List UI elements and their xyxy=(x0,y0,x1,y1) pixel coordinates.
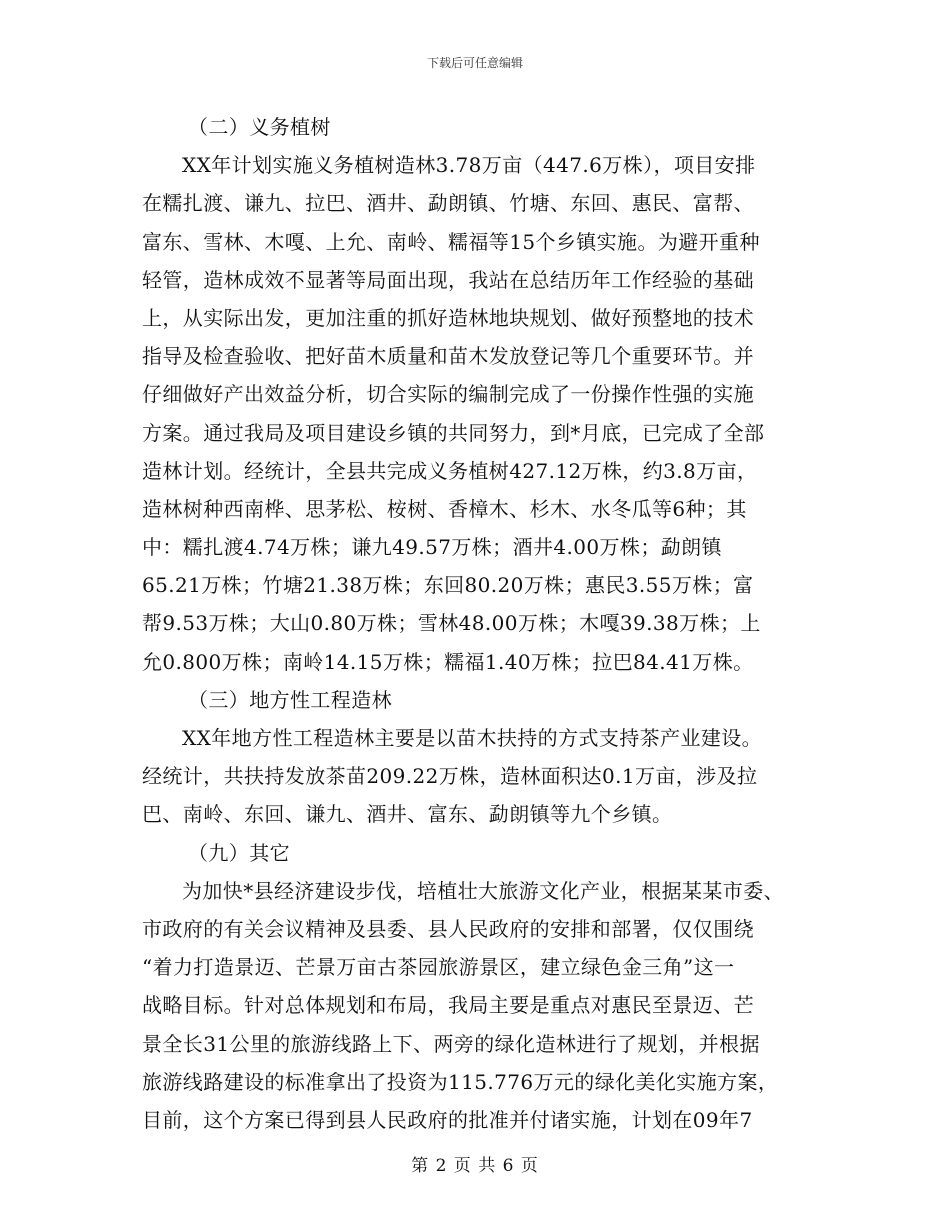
page-header: 下载后可任意编辑 xyxy=(426,56,523,70)
paragraph-line: 方案。通过我局及项目建设乡镇的共同努力，到*月底，已完成了全部 xyxy=(142,420,765,445)
paragraph-line: 富东、雪林、木嘎、上允、南岭、糯福等15个乡镇实施。为避开重种 xyxy=(142,229,760,254)
paragraph-line: 65.21万株；竹塘21.38万株；东回80.20万株；惠民3.55万株；富 xyxy=(142,573,754,598)
paragraph-line: 景全长31公里的旅游线路上下、两旁的绿化造林进行了规划，并根据 xyxy=(142,1031,760,1056)
paragraph-line: 允0.800万株；南岭14.15万株；糯福1.40万株；拉巴84.41万株。 xyxy=(142,649,754,674)
section-heading-2: （二）义务植树 xyxy=(188,115,331,139)
paragraph-line: 仔细做好产出效益分析，切合实际的编制完成了一份操作性强的实施 xyxy=(142,382,754,407)
paragraph-line: 经统计，共扶持发放茶苗209.22万株，造林面积达0.1万亩，涉及拉 xyxy=(142,764,758,789)
paragraph-line: 上，从实际出发，更加注重的抓好造林地块规划、做好预整地的技术 xyxy=(142,305,754,330)
paragraph-line: 造林树种西南桦、思茅松、桉树、香樟木、杉木、水冬瓜等6种；其 xyxy=(142,496,747,521)
paragraph-line: 帮9.53万株；大山0.80万株；雪林48.00万株；木嘎39.38万株；上 xyxy=(142,611,761,636)
paragraph-line: 中：糯扎渡4.74万株；谦九49.57万株；酒井4.00万株；勐朗镇 xyxy=(142,535,722,560)
paragraph-line: 在糯扎渡、谦九、拉巴、酒井、勐朗镇、竹塘、东回、惠民、富帮、 xyxy=(142,191,754,216)
paragraph-line: 轻管，造林成效不显著等局面出现，我站在总结历年工作经验的基础 xyxy=(142,267,754,292)
paragraph-line: 市政府的有关会议精神及县委、县人民政府的安排和部署，仅仅围绕 xyxy=(142,916,754,941)
paragraph-line: “着力打造景迈、芒景万亩古茶园旅游景区，建立绿色金三角”这一 xyxy=(142,955,735,980)
paragraph-line: 造林计划。经统计，全县共完成义务植树427.12万株，约3.8万亩， xyxy=(142,458,758,483)
paragraph-line: 战略目标。针对总体规划和布局，我局主要是重点对惠民至景迈、芒 xyxy=(142,993,754,1018)
paragraph-line: 目前，这个方案已得到县人民政府的批准并付诸实施，计划在09年7 xyxy=(142,1107,753,1132)
paragraph-line: 为加快*县经济建设步伐，培植壮大旅游文化产业，根据某某市委、 xyxy=(182,878,784,903)
paragraph-line: 指导及检查验收、把好苗木质量和苗木发放登记等几个重要环节。并 xyxy=(142,344,754,369)
section-heading-9: （九）其它 xyxy=(188,840,290,865)
paragraph-line: 旅游线路建设的标准拿出了投资为115.776万元的绿化美化实施方案， xyxy=(142,1069,779,1094)
paragraph-line: XX年地方性工程造林主要是以苗木扶持的方式支持茶产业建设。 xyxy=(182,726,763,750)
page-number-footer: 第 2 页 共 6 页 xyxy=(411,1156,539,1176)
section-heading-3: （三）地方性工程造林 xyxy=(188,687,392,712)
document-body xyxy=(142,108,822,1139)
paragraph-line: 巴、南岭、东回、谦九、酒井、富东、勐朗镇等九个乡镇。 xyxy=(142,802,673,827)
paragraph-line: XX年计划实施义务植树造林3.78万亩（447.6万株），项目安排 xyxy=(182,153,756,178)
